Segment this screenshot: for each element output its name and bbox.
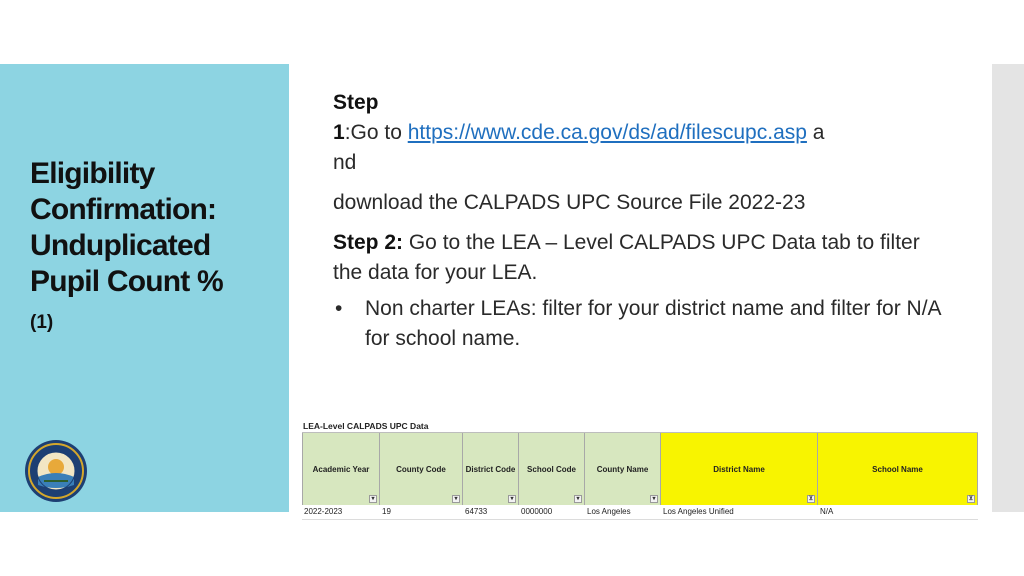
filter-dropdown-icon[interactable]: ▾ <box>452 495 460 503</box>
title-line: Unduplicated <box>30 229 211 262</box>
bullet-marker: • <box>335 297 343 320</box>
upc-data-table <box>302 420 978 520</box>
header-school-code: School Code ▾ <box>519 433 585 505</box>
filter-dropdown-icon[interactable]: ▾ <box>369 495 377 503</box>
step1-text-wrap: nd <box>333 151 357 174</box>
bullet-item <box>333 294 943 354</box>
filter-active-icon[interactable]: ⊻ <box>808 496 814 502</box>
header-district-code: District Code ▾ <box>463 433 519 505</box>
step1-text-tail: a <box>806 121 825 144</box>
table-header-row <box>302 432 978 505</box>
cell-academic-year: 2022-2023 <box>304 507 343 516</box>
header-academic-year: Academic Year ▾ <box>302 433 380 505</box>
bullet-text: Non charter LEAs: filter for your district name and filter for N/A for school name. <box>365 297 941 350</box>
cell-district-name: Los Angeles Unified <box>663 507 734 516</box>
cell-county-code: 19 <box>382 507 391 516</box>
cell-school-code: 0000000 <box>521 507 553 516</box>
filter-dropdown-icon[interactable]: ▾ <box>508 495 516 503</box>
download-instruction: download the CALPADS UPC Source File 2022-23 <box>333 191 806 214</box>
title-line: Eligibility <box>30 157 155 190</box>
cell-district-code: 64733 <box>465 507 488 516</box>
slide-body <box>333 88 943 354</box>
table-caption: LEA-Level CALPADS UPC Data <box>303 421 429 431</box>
title-line: Pupil Count % <box>30 265 223 298</box>
cell-school-name: N/A <box>820 507 834 516</box>
filter-dropdown-icon[interactable]: ▾ <box>650 495 658 503</box>
header-school-name: School Name ⊻ <box>818 433 978 505</box>
slide-subtitle: (1) <box>30 312 54 333</box>
step2-label: Step 2: <box>333 231 404 254</box>
header-county-code: County Code ▾ <box>380 433 463 505</box>
filter-dropdown-icon[interactable]: ▾ <box>574 495 582 503</box>
step1-label: Step <box>333 91 379 114</box>
header-district-name: District Name ⊻ <box>661 433 818 505</box>
right-edge-strip <box>992 64 1024 512</box>
cell-county-name: Los Angeles <box>587 507 631 516</box>
cde-files-link[interactable]: https://www.cde.ca.gov/ds/ad/filescupc.asp <box>407 121 807 144</box>
step2-text: Go to the LEA – Level CALPADS UPC Data tab to filter the data for your LEA. <box>333 231 920 284</box>
step1-number: 1 <box>333 121 345 144</box>
header-county-name: County Name ▾ <box>585 433 661 505</box>
title-line: Confirmation: <box>30 193 217 226</box>
department-seal-icon <box>24 439 88 503</box>
filter-active-icon[interactable]: ⊻ <box>968 496 974 502</box>
step1-text: :Go to <box>344 121 408 144</box>
slide-title <box>30 156 280 300</box>
table-row <box>302 505 978 520</box>
